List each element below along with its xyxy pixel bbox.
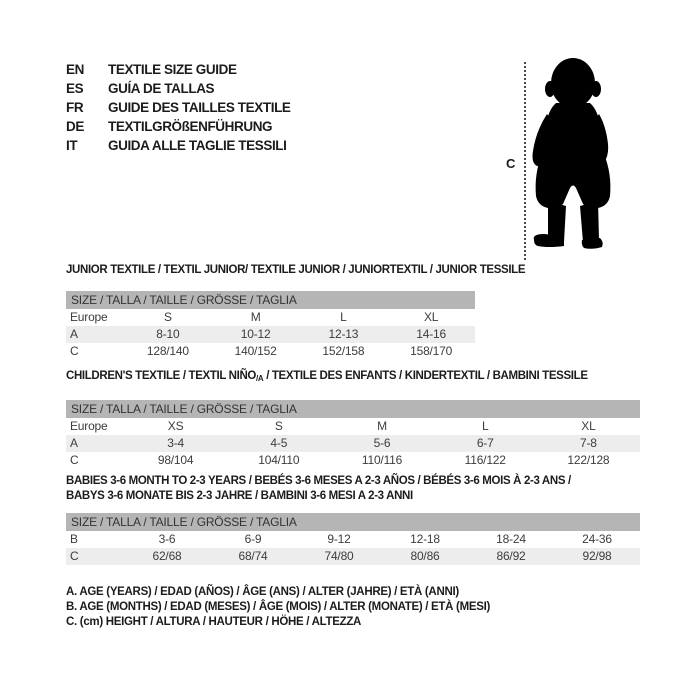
footnote-line: B. AGE (MONTHS) / EDAD (MESES) / ÂGE (MOIS) / ALTER (MONATE) / ETÀ (MESI) [66,601,491,614]
title-segment: BABYS 3-6 MONATE BIS 2-3 JAHRE / BAMBINI 3-6 MESI A 2-3 ANNI [66,489,413,502]
size-cell: XS [167,418,184,433]
footnotes [66,585,490,631]
language-title-row [66,60,291,79]
baby-silhouette-icon [528,56,620,258]
size-cell: 7-8 [580,435,597,450]
size-cell: XL [423,309,439,324]
size-cell: 152/158 [322,343,365,358]
row-label: Europe [70,309,108,324]
size-table-header: SIZE / TALLA / TAILLE / GRÖSSE / TAGLIA [66,291,475,309]
size-cell: 24-36 [582,532,612,546]
language-code: EN [66,62,84,77]
size-cell: 14-16 [416,326,446,341]
size-table-header: SIZE / TALLA / TAILLE / GRÖSSE / TAGLIA [66,513,640,531]
language-code: IT [66,138,78,153]
table-row [66,452,640,469]
size-cell: 9-12 [327,532,351,546]
section-title-line [66,474,640,489]
guide-title: GUIDA ALLE TAGLIE TESSILI [108,138,287,153]
title-segment: BABIES 3-6 MONTH TO 2-3 YEARS / BEBÉS 3-6 MESES A 2-3 AÑOS / BÉBÉS 3-6 MOIS À 2-3 ANS / [66,475,571,487]
guide-title: TEXTILGRÖßENFÜHRUNG [108,119,273,134]
size-section-babies [66,474,640,565]
title-segment: JUNIOR TEXTILE / TEXTIL JUNIOR/ TEXTILE JUNIOR / JUNIORTEXTIL / JUNIOR TESSILE [66,264,526,276]
size-cell: S [274,418,283,433]
size-cell: 158/170 [410,343,453,358]
size-cell: 74/80 [324,549,354,563]
language-title-row [66,98,291,117]
section-title [66,263,525,278]
title-segment: / TEXTILE DES ENFANTS / KINDERTEXTIL / BAMBINI TESSILE [263,370,588,382]
row-label: C [70,343,79,358]
size-cell: 122/128 [567,452,610,467]
row-label: Europe [70,418,108,433]
size-cell: 3-4 [167,435,184,450]
guide-title: GUIDE DES TAILLES TEXTILE [108,100,291,115]
footnote-line: A. AGE (YEARS) / EDAD (AÑOS) / ÂGE (ANS) / ALTER (JAHRE) / ETÀ (ANNI) [66,586,459,598]
size-section-children [66,369,640,469]
size-cell: 12-13 [328,326,359,341]
height-marker-label: C [506,156,516,171]
section-title-line [66,263,525,278]
size-cell: 3-6 [158,532,176,546]
row-label: B [70,532,78,546]
language-code: ES [66,81,84,96]
size-cell: 4-5 [270,435,288,450]
size-table-header: SIZE / TALLA / TAILLE / GRÖSSE / TAGLIA [66,400,640,418]
size-cell: 86/92 [496,549,526,563]
table-row [66,309,475,326]
size-cell: 104/110 [258,452,300,467]
section-title [66,369,640,387]
size-cell: L [340,309,347,324]
size-table [66,291,475,360]
size-cell: 62/68 [152,549,182,563]
section-title-line [66,369,640,387]
size-section-junior [66,263,525,360]
table-row [66,343,475,360]
guide-title: GUÍA DE TALLAS [108,81,215,96]
size-cell: 80/86 [410,549,440,563]
row-label: A [70,326,78,341]
language-title-list [66,60,291,155]
size-cell: L [481,418,489,433]
language-code: FR [66,100,84,115]
size-cell: 140/152 [234,343,277,358]
size-cell: 98/104 [157,452,194,467]
size-cell: S [163,309,172,324]
language-title-row [66,136,291,155]
size-cell: 6-9 [244,532,262,546]
row-label: C [70,452,79,467]
table-row [66,531,640,548]
table-row [66,435,640,452]
size-cell: 128/140 [146,343,189,358]
size-cell: 6-7 [476,435,494,450]
row-label: A [70,435,78,450]
footnote-line: C. (cm) HEIGHT / ALTURA / HAUTEUR / HÖHE / ALTEZZA [66,616,362,629]
title-segment: /A [256,374,264,383]
size-cell: 110/116 [361,452,403,467]
size-table [66,400,640,469]
guide-title: TEXTILE SIZE GUIDE [108,62,237,77]
height-measure-line [524,62,526,260]
size-cell: 68/74 [238,549,268,563]
title-segment: CHILDREN'S TEXTILE / TEXTIL NIÑO [66,370,257,382]
size-cell: 18-24 [496,532,526,546]
size-cell: M [250,309,261,324]
language-code: DE [66,119,84,134]
table-row [66,418,640,435]
size-table [66,513,640,565]
size-cell: 8-10 [156,326,180,341]
size-cell: M [377,418,387,433]
row-label: C [70,549,79,563]
size-cell: 10-12 [240,326,271,341]
size-cell: 92/98 [582,549,612,563]
language-title-row [66,79,291,98]
section-title [66,474,640,503]
size-cell: XL [581,418,596,433]
size-cell: 12-18 [410,532,440,546]
table-row [66,326,475,343]
section-title-line [66,489,640,504]
table-row [66,548,640,565]
size-cell: 116/122 [464,452,506,467]
language-title-row [66,117,291,136]
size-cell: 5-6 [373,435,391,450]
